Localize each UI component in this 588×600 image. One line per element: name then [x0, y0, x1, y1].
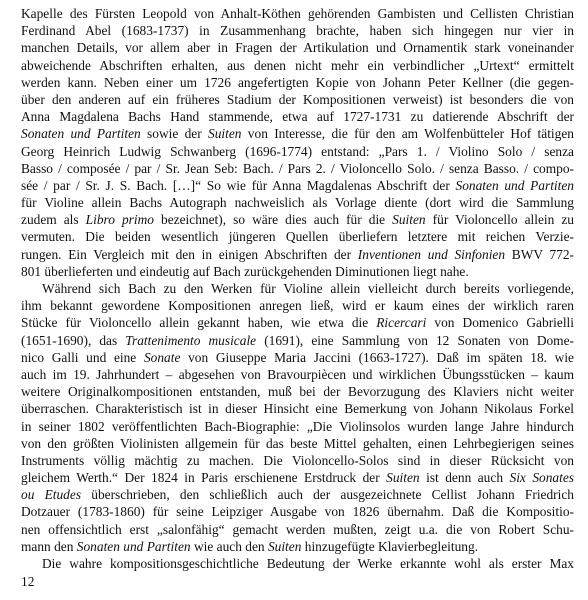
- text-segment: Ferdinand Abel (1683-1737) in Zusammenhang brachte, haben sich hingegen nur vier in: [21, 23, 574, 39]
- text-line: [21, 91, 574, 108]
- text-line: [21, 366, 574, 383]
- text-segment: Anna Magdalena Bachs Hand stammende, etwa auf 1727-1731 zu datierende Abschrift der: [21, 109, 574, 125]
- italic-title: Sonaten und Partiten: [76, 538, 191, 554]
- text-segment: von Interesse, die für den am Wolfenbütteler Hof tätigen: [241, 126, 574, 142]
- text-segment: von den größten Violinisten allgemein für das beste Mittel gehalten, einen Lehrbegierigen seines: [21, 435, 574, 451]
- text-segment: BWV 772-: [505, 246, 574, 262]
- text-line: [21, 400, 574, 417]
- text-segment: bezeichnet), so wäre dies auch für die: [153, 212, 393, 228]
- text-segment: mann den: [21, 538, 77, 554]
- text-line: [21, 211, 574, 228]
- text-segment: Dotzauer (1783-1860) für seine Leipziger Ausgabe von 1826 übernahm. Daß die Kompositio-: [21, 504, 574, 520]
- text-line: [21, 469, 574, 486]
- italic-title: Suiten: [392, 212, 426, 228]
- text-segment: Basso / composée / par / Sr. Jean Seb: Bach. / Pars 2. / Violoncello Solo. / senza Basso. / compo-: [21, 160, 574, 176]
- italic-title: Suiten: [208, 126, 242, 142]
- text-line: [21, 74, 574, 91]
- italic-title: Suiten: [386, 470, 420, 486]
- text-line: [21, 263, 574, 280]
- italic-title: Sonaten und Partiten: [21, 126, 141, 142]
- text-line: [21, 452, 574, 469]
- text-segment: (1691), eine Sammlung von 12 Sonaten von Dome-: [256, 332, 575, 348]
- italic-title: Suiten: [267, 538, 302, 554]
- text-line: [21, 383, 574, 400]
- text-segment: manchen Details, vor allem aber in Fragen der Artikulation und Ornamentik stark voneinander: [21, 40, 574, 56]
- text-segment: gleichem Werth.“ Der 1824 in Paris erschienene Erstdruck der: [21, 470, 387, 486]
- text-line: [21, 246, 574, 263]
- text-segment: für Violine allein Bachs Autograph nachweislich als Vorlage diente (dort wird die Sammlung: [21, 195, 574, 211]
- text-segment: Die wahre kompositionsgeschichtliche Bedeutung der Werke erkannte wohl als erster Max: [42, 556, 574, 571]
- text-line: [21, 160, 574, 177]
- text-segment: Instruments völlig mächtig zu machen. Die Violoncello-Solos sind in dieser Rücksicht von: [21, 452, 574, 468]
- text-segment: zudem als: [21, 212, 86, 228]
- text-segment: wie auch den: [190, 538, 268, 554]
- text-line: [21, 314, 574, 331]
- text-line: [21, 108, 574, 125]
- text-segment: Georg Heinrich Ludwig Schwanberg (1696-1774) entstand: „Pars 1. / Violino Solo / senza: [21, 143, 574, 159]
- text-segment: überraschen. Charakteristisch ist in dieser Hinsicht eine Bemerkung von Johann Nikolaus Forkel: [21, 401, 574, 417]
- text-segment: für Violoncello allein zu: [425, 212, 574, 228]
- text-segment: sée / par / Sr. J. S. Bach. […]“ So wie für Anna Magdalenas Abschrift der: [21, 177, 456, 193]
- text-line: [21, 538, 574, 555]
- italic-title: Trattenimento musicale: [125, 332, 257, 348]
- text-segment: 801 überlieferten und eindeutig auf Bach zurückgehenden Diminutionen liegt nahe.: [21, 263, 469, 279]
- text-segment: abweichende Abschriften erhalten, aus denen nicht mehr ein verbindlicher „Urtext“ ermittelt: [21, 57, 574, 73]
- italic-title: Sonaten und Partiten: [455, 177, 574, 193]
- text-line: [21, 5, 574, 22]
- text-line: [21, 22, 574, 39]
- text-line: [21, 555, 574, 572]
- text-segment: über den anderen auf ein früheres Stadium der Kompositionen verweist) ist besonders die von: [21, 91, 574, 107]
- italic-title: Inventionen und Sinfonien: [357, 246, 506, 262]
- text-line: [21, 177, 574, 194]
- text-line: [21, 228, 574, 245]
- text-segment: vermuten. Die beiden wesentlich jüngeren Quellen überliefern letztere mit reichen Verzie-: [21, 229, 574, 245]
- body-text: [21, 5, 574, 572]
- text-segment: sowie der: [140, 126, 209, 142]
- text-line: [21, 486, 574, 503]
- text-line: [21, 418, 574, 435]
- text-segment: hinzugefügte Klavierbegleitung.: [301, 538, 479, 554]
- page-number: 12: [21, 574, 35, 589]
- text-segment: in seiner 1802 veröffentlichten Bach-Biographie: „Die Violinsolos wurden lange Jahre hindurch: [21, 418, 574, 434]
- text-line: [21, 143, 574, 160]
- text-segment: Kapelle des Fürsten Leopold von Anhalt-Köthen gehörenden Gambisten und Cellisten Christian: [21, 6, 574, 21]
- text-segment: nen offensichtlich erst „salonfähig“ gemacht werden mußten, zeigt u.a. die von Robert Schu-: [21, 521, 574, 537]
- italic-title: Libro primo: [85, 212, 154, 228]
- text-line: [21, 194, 574, 211]
- text-segment: von Giuseppe Maria Jaccini (1663-1727). Daß im späten 18. wie: [180, 349, 574, 365]
- italic-title: Ricercari: [376, 315, 427, 331]
- italic-title: Sonate: [143, 349, 181, 365]
- text-segment: weitere Originalkompositionen entstanden, muß bei der Bevorzugung des Klaviers nicht weiter: [21, 384, 574, 400]
- text-segment: von Domenico Gabrielli: [426, 315, 574, 331]
- text-segment: rungen. Ein Vergleich mit den in einigen Abschriften der: [21, 246, 358, 262]
- text-segment: (1651-1690), das: [21, 332, 126, 348]
- text-line: [21, 435, 574, 452]
- text-line: [21, 503, 574, 520]
- text-segment: Während sich Bach zu den Werken für Violine allein vielleicht durch bereits vorliegende,: [42, 281, 574, 296]
- text-segment: werden kann. Neben einer um 1726 angefertigten Kopie von Johann Peter Kellner (die gegen-: [21, 74, 574, 90]
- text-line: [21, 125, 574, 142]
- text-segment: Stücke für Violoncello allein gekannt haben, wie etwa die: [21, 315, 377, 331]
- text-line: [21, 39, 574, 56]
- text-line: [21, 57, 574, 74]
- text-line: [21, 521, 574, 538]
- text-segment: ihm bekannt gewordene Kompositionen anregen ließ, wird er kaum eines der wirklich raren: [21, 298, 574, 314]
- text-line: [21, 332, 574, 349]
- text-segment: überschrieben, den schließlich auch der ausgezeichnete Cellist Johann Friedrich: [81, 487, 575, 503]
- italic-title: ou Etudes: [21, 487, 82, 503]
- text-line: [21, 349, 574, 366]
- italic-title: Six Sonates: [509, 470, 574, 486]
- text-segment: nico Galli und eine: [21, 349, 144, 365]
- text-segment: ist denn auch: [419, 470, 510, 486]
- text-line: [21, 297, 574, 314]
- text-segment: auch im 19. Jahrhundert – abgesehen von Bravourpiècen und wirklichen Übungsstücken – kaum: [21, 366, 574, 382]
- text-line: [21, 280, 574, 297]
